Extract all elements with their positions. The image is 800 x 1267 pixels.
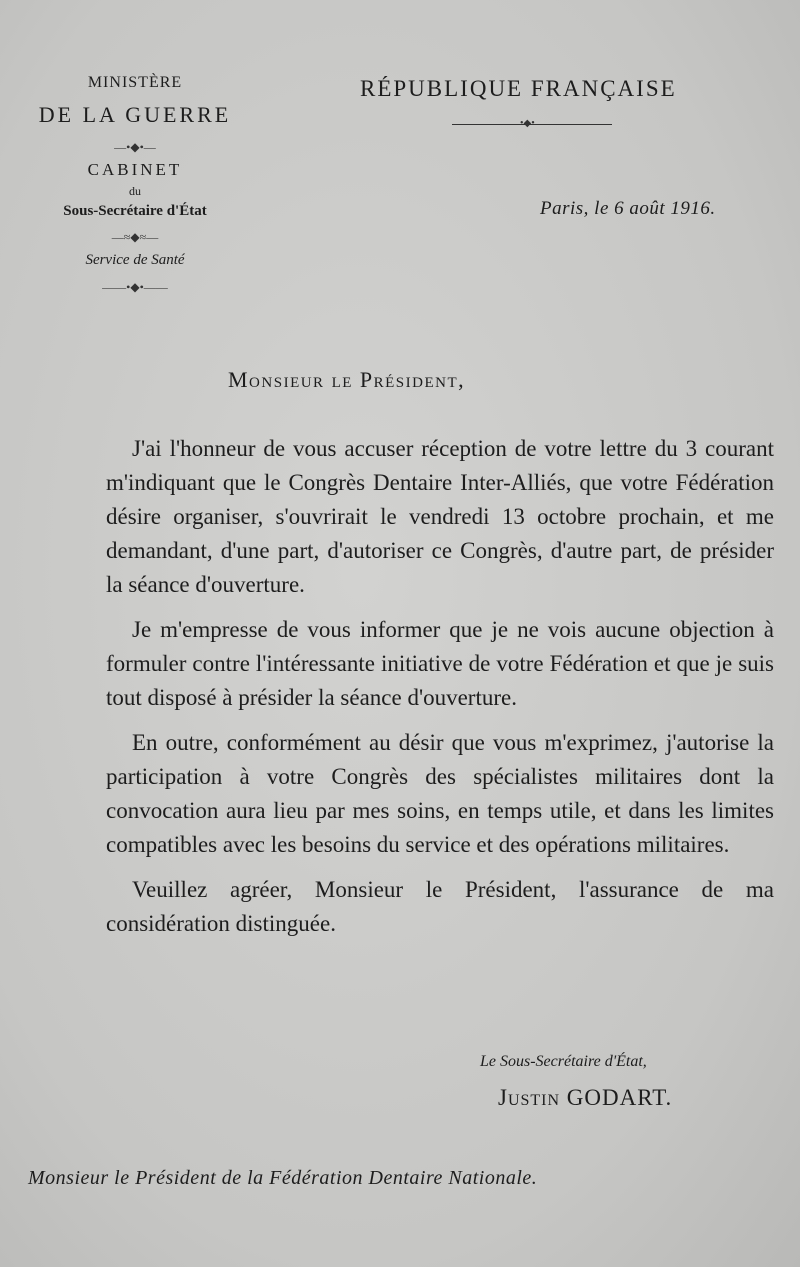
ministere-heading: MINISTÈRE [87,74,183,91]
signature-name: Justin GODART. [498,1085,673,1110]
salutation: Monsieur le Président, [228,367,466,392]
service-de-sante-heading: Service de Santé [85,252,185,268]
ornament-divider: ——•◆•—— [102,280,168,294]
du-text: du [129,184,141,198]
cabinet-heading: CABINET [87,160,183,179]
sous-secretaire-heading: Sous-Secrétaire d'État [63,203,207,219]
body-paragraph: En outre, conformément au désir que vous m'exprimez, j'autorise la participation à votre Congrès des spécialistes militaires dont la convocation aura lieu par mes soins, en temps utile, et dans les limites compatibles avec les besoins du service et des opérations militaires. [106,730,774,857]
letter-body [106,432,774,952]
republique-heading: RÉPUBLIQUE FRANÇAISE [360,76,677,101]
body-paragraph: Veuillez agréer, Monsieur le Président, l'assurance de ma considération distinguée. [106,877,774,936]
body-paragraph: Je m'empresse de vous informer que je ne vois aucune objection à formuler contre l'intéressante initiative de votre Fédération et que je suis tout disposé à présider la séance d'ouverture. [106,617,774,710]
ornament-divider: —≈◆≈— [111,230,159,244]
signature-title: Le Sous-Secrétaire d'État, [480,1053,647,1070]
letter-date: Paris, le 6 août 1916. [540,198,716,219]
header-ornament: •◆• [520,118,535,129]
body-paragraph: J'ai l'honneur de vous accuser réception de votre lettre du 3 courant m'indiquant que le Congrès Dentaire Inter-Alliés, que votre Fédération désire organiser, s'ouvrirait le vendredi 13 octobre prochain, et me demandant, d'une part, d'autoriser ce Congrès, d'autre part, de présider la séance d'ouverture. [106,436,774,597]
de-la-guerre-heading: DE LA GUERRE [38,102,232,127]
addressee-line: Monsieur le Président de la Fédération Dentaire Nationale. [28,1167,538,1189]
ornament-divider: —•◆•— [114,140,156,154]
